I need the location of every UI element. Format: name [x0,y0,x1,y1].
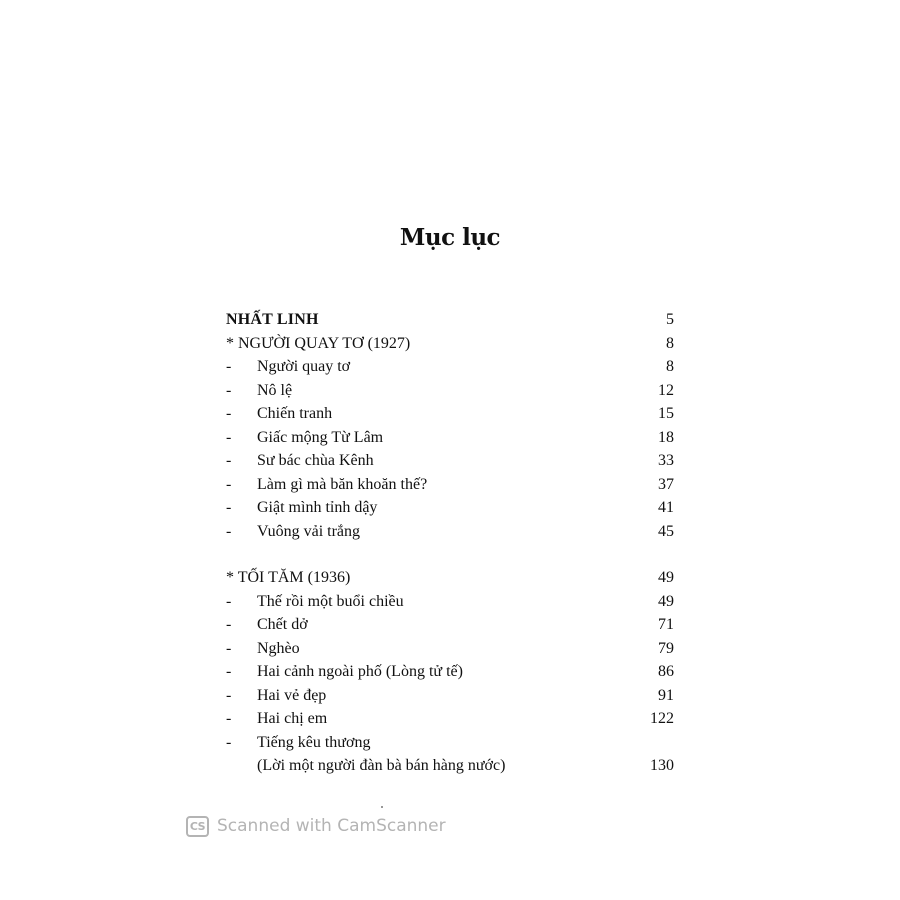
toc-entry-item [226,379,676,403]
toc-entry-item [226,707,676,731]
toc-entry-title: Nghèo [257,639,300,657]
toc-entry-title: Vuông vải trắng [257,522,361,540]
toc-entry-section [226,566,676,590]
toc-entry-item [226,590,676,614]
toc-entry-item [226,684,676,708]
toc-entry-item [226,473,676,497]
toc-dash: - [226,592,232,610]
toc-page-number: 79 [658,639,674,657]
toc-entry-section [226,332,676,356]
toc-entry-item [226,449,676,473]
toc-page-number: 8 [666,358,674,375]
camscanner-logo-icon: CS [186,816,209,837]
toc-entry-item [226,496,676,520]
toc-dash: - [226,358,232,375]
toc-entry-title: Giấc mộng Từ Lâm [257,428,384,446]
toc-entry-author [226,308,676,332]
toc-entry-cont [226,754,676,778]
toc-page-number: 91 [658,686,674,704]
toc-entry-item [226,402,676,426]
toc-dash: - [226,522,232,540]
toc-entry-title: Hai vẻ đẹp [257,686,327,704]
toc-dash: - [226,452,232,469]
toc-dash: - [226,499,232,516]
toc-page-number: 86 [658,663,674,680]
toc-entry-title: Hai chị em [257,710,328,727]
toc-entry-title: Giật mình tỉnh dậy [257,499,378,516]
toc-entry-title: Tiếng kêu thương [257,733,371,751]
toc-page-number: 12 [658,381,674,399]
toc-page-number: 18 [658,428,674,446]
toc-page-number: 5 [666,311,674,328]
toc-dash: - [226,616,232,633]
toc-entry-title: Chiến tranh [257,405,333,422]
toc-entry-title: Hai cảnh ngoài phố (Lòng tử tế) [257,663,463,680]
toc-entry-title: Nô lệ [257,381,293,399]
toc-dash: - [226,428,232,446]
toc-dash: - [226,639,232,657]
toc-dash: - [226,710,232,727]
toc-page-number: 71 [658,616,674,633]
toc-entry-title: Thế rồi một buổi chiều [257,592,404,610]
toc-entry-item [226,520,676,544]
toc-entry-title: Làm gì mà băn khoăn thế? [257,475,428,493]
toc-dash: - [226,381,232,399]
toc-dash: - [226,733,232,751]
scan-speck [381,806,383,808]
toc-entry-title: Chết dở [257,616,308,633]
toc-entry-item [226,613,676,637]
watermark-text: Scanned with CamScanner [217,816,446,836]
toc-page-number: 8 [666,334,674,352]
toc-page-number: 122 [650,710,674,727]
toc-entry-item [226,731,676,755]
toc-page-number: 45 [658,522,674,540]
toc-entry-title: Sư bác chùa Kênh [257,452,374,469]
toc-entry-title: * NGƯỜI QUAY TƠ (1927) [226,334,411,352]
toc-entry-item [226,660,676,684]
toc-entry-item [226,426,676,450]
toc-page-number: 49 [658,592,674,610]
toc-entry-title: Người quay tơ [257,358,351,375]
toc-page-number: 33 [658,452,674,469]
toc-page-number: 41 [658,499,674,516]
camscanner-watermark [186,813,446,839]
toc-page-number: 37 [658,475,674,493]
toc-dash: - [226,405,232,422]
toc-page-number: 15 [658,405,674,422]
toc-entry-item [226,355,676,379]
toc-page-number: 49 [658,569,674,586]
toc-page-number: 130 [650,757,674,774]
toc-entry-title: (Lời một người đàn bà bán hàng nước) [257,757,506,774]
page-title: Mục lục [399,224,501,251]
toc-entry-title: * TỐI TĂM (1936) [226,569,351,586]
toc-entry-item [226,637,676,661]
toc-gap [226,543,676,566]
toc-dash: - [226,475,232,493]
toc-dash: - [226,663,232,680]
toc-dash: - [226,686,232,704]
table-of-contents [226,308,676,778]
toc-entry-title: NHẤT LINH [226,311,319,328]
